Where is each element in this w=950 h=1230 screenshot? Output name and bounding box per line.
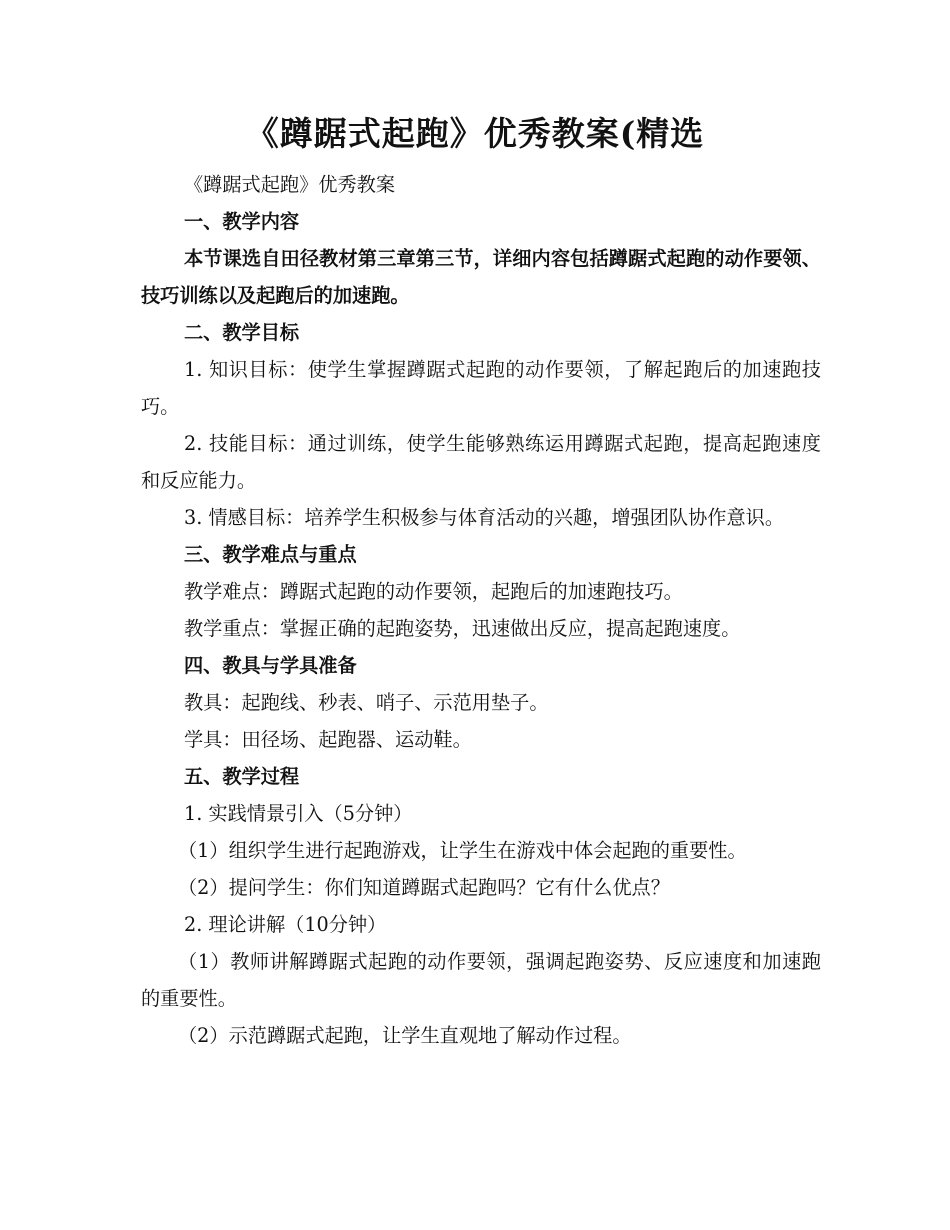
paragraph: 教具：起跑线、秒表、哨子、示范用垫子。 xyxy=(184,691,549,714)
section-heading: 五、教学过程 xyxy=(184,765,300,788)
paragraph: 本节课选自田径教材第三章第三节，详细内容包括蹲踞式起跑的动作要领、技巧训练以及起跑后的加速跑。 xyxy=(141,247,821,307)
paragraph: 1. 知识目标：使学生掌握蹲踞式起跑的动作要领，了解起跑后的加速跑技巧。 xyxy=(141,358,821,418)
section-heading: 四、教具与学具准备 xyxy=(184,654,357,677)
section-heading: 三、教学难点与重点 xyxy=(184,543,357,566)
paragraph: 学具：田径场、起跑器、运动鞋。 xyxy=(184,728,472,751)
paragraph: （2）示范蹲踞式起跑，让学生直观地了解动作过程。 xyxy=(178,1024,632,1047)
section-heading: 一、教学内容 xyxy=(184,210,300,233)
paragraph: 3. 情感目标：培养学生积极参与体育活动的兴趣，增强团队协作意识。 xyxy=(184,506,785,529)
paragraph: （2）提问学生：你们知道蹲踞式起跑吗？它有什么优点？ xyxy=(178,876,670,899)
paragraph: 2. 理论讲解（10分钟） xyxy=(184,913,387,936)
section-heading: 二、教学目标 xyxy=(184,321,300,344)
paragraph: 1. 实践情景引入（5分钟） xyxy=(184,802,413,825)
paragraph: （1）教师讲解蹲踞式起跑的动作要领，强调起跑姿势、反应速度和加速跑的重要性。 xyxy=(141,950,821,1010)
paragraph: 教学重点：掌握正确的起跑姿势，迅速做出反应，提高起跑速度。 xyxy=(184,617,741,640)
document-title: 《蹲踞式起跑》优秀教案(精选 xyxy=(245,114,705,153)
doc-subtitle: 《蹲踞式起跑》优秀教案 xyxy=(184,173,396,196)
document-body xyxy=(141,166,821,1054)
paragraph: 2. 技能目标：通过训练，使学生能够熟练运用蹲踞式起跑，提高起跑速度和反应能力。 xyxy=(141,432,821,492)
paragraph: 教学难点：蹲踞式起跑的动作要领，起跑后的加速跑技巧。 xyxy=(184,580,683,603)
paragraph: （1）组织学生进行起跑游戏，让学生在游戏中体会起跑的重要性。 xyxy=(178,839,747,862)
